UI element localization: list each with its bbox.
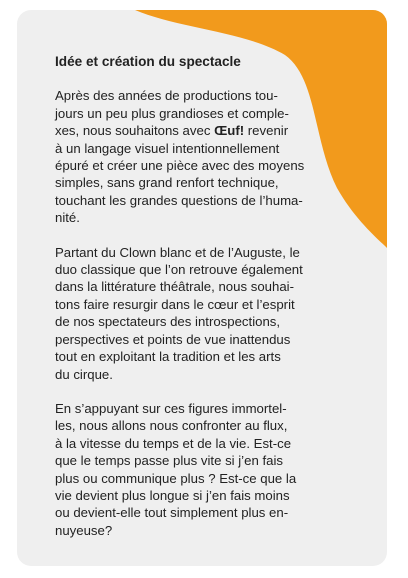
text-line-with-title bbox=[55, 122, 370, 139]
text-line: plus ou communique plus ? Est-ce que la bbox=[55, 470, 297, 486]
text-line: épuré et créer une pièce avec des moyens bbox=[55, 158, 305, 174]
text-line: nité. bbox=[55, 210, 80, 226]
text-line: de nos spectateurs des introspections, bbox=[55, 314, 281, 330]
text-line: que le temps passe plus vite si j’en fais bbox=[55, 453, 283, 469]
text-line: Après des années de productions tou- bbox=[55, 88, 278, 104]
text-line: du cirque. bbox=[55, 366, 113, 382]
text-line: tout en exploitant la tradition et les arts bbox=[55, 349, 281, 365]
text-fragment: xes, nous souhaitons avec bbox=[55, 123, 215, 139]
text-line: touchant les grandes questions de l’huma- bbox=[55, 192, 303, 208]
paragraph-1 bbox=[55, 87, 370, 226]
text-line: simples, sans grand renfort technique, bbox=[55, 175, 279, 191]
text-line: jours un peu plus grandioses et comple- bbox=[55, 105, 289, 121]
text-line: à un langage visuel intentionnellement bbox=[55, 140, 280, 156]
text-line: dans la littérature théâtrale, nous souhai- bbox=[55, 279, 294, 295]
text-line: Partant du Clown blanc et de l’Auguste, le bbox=[55, 244, 300, 260]
text-fragment: revenir bbox=[244, 123, 289, 139]
text-line: En s’appuyant sur ces figures immortel- bbox=[55, 400, 287, 416]
text-line: ou devient-elle tout simplement plus en- bbox=[55, 505, 289, 521]
text-line: perspectives et points de vue inattendus bbox=[55, 331, 291, 347]
text-line: duo classique que l’on retrouve également bbox=[55, 262, 303, 278]
text-line: tons faire resurgir dans le cœur et l’esprit bbox=[55, 296, 295, 312]
text-line: les, nous allons nous confronter au flux, bbox=[55, 418, 288, 434]
document-title: Idée et création du spectacle bbox=[55, 54, 241, 69]
text-line: nuyeuse? bbox=[55, 522, 113, 538]
text-line: vie devient plus longue si j’en fais moins bbox=[55, 487, 290, 503]
paragraph-2 bbox=[55, 244, 370, 383]
document-body bbox=[55, 53, 370, 556]
text-line: à la vitesse du temps et de la vie. Est-ce bbox=[55, 435, 292, 451]
show-name: Œuf! bbox=[214, 123, 245, 139]
paragraph-3 bbox=[55, 400, 370, 539]
text-card bbox=[17, 10, 387, 566]
